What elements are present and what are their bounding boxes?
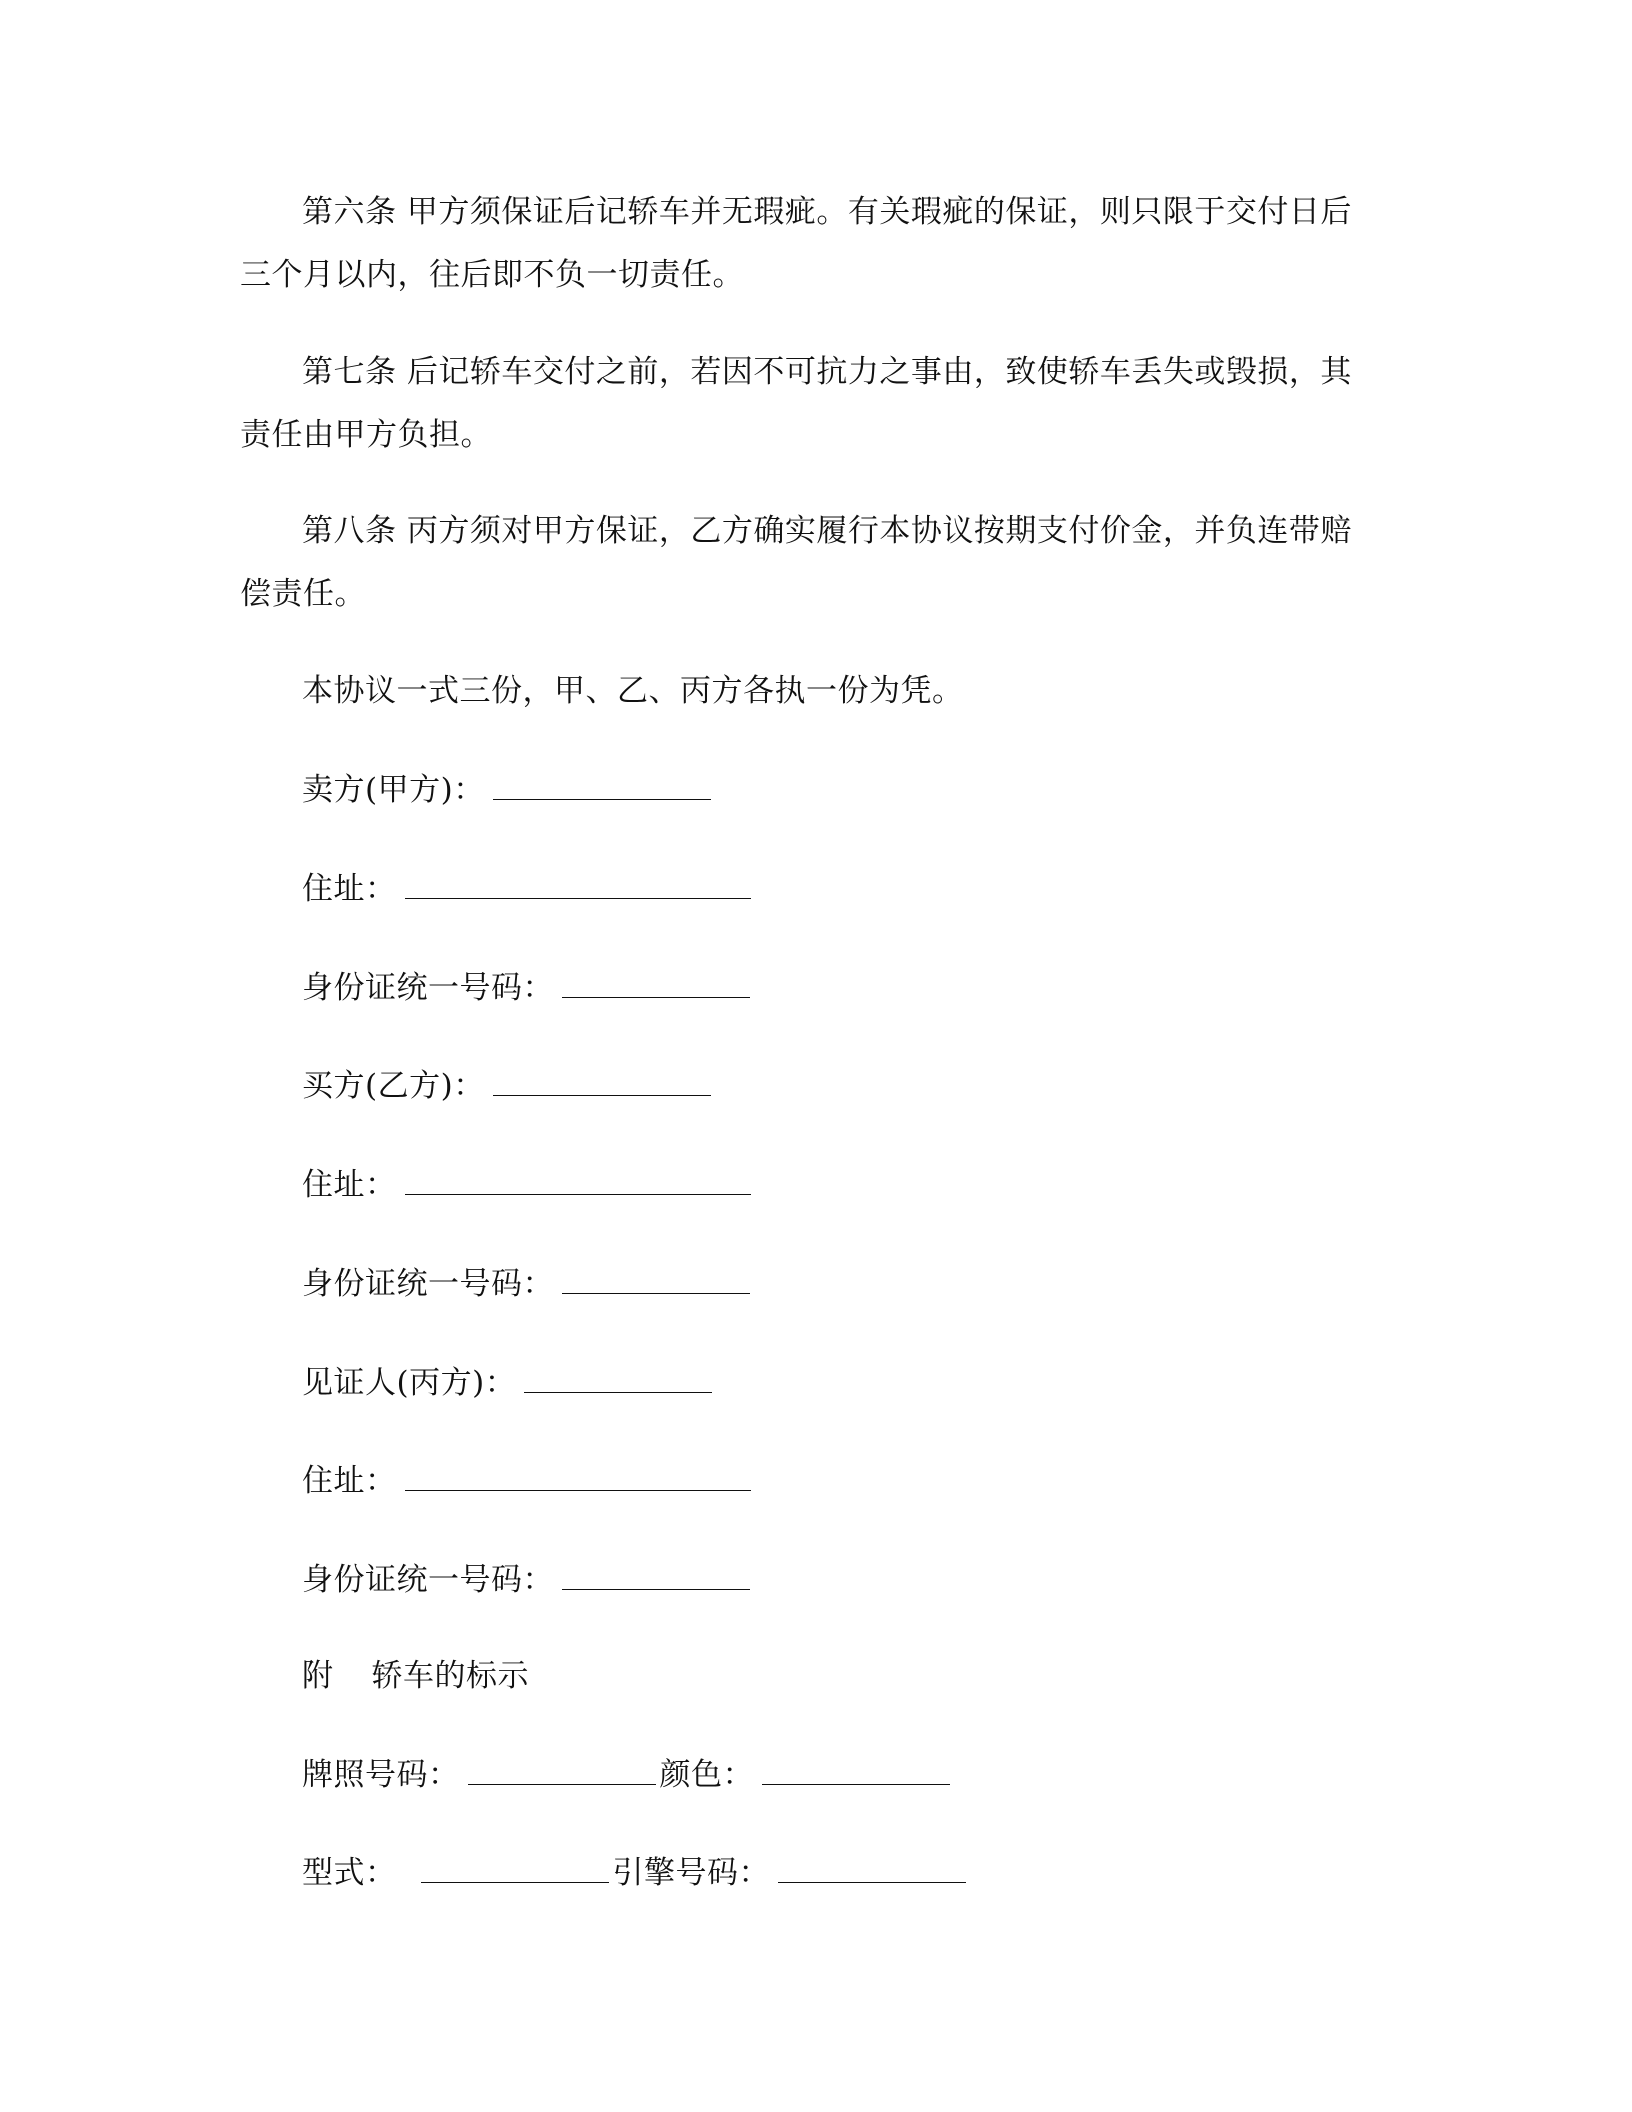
buyer-name-label: 买方(乙方)： [302,1068,485,1104]
color-label: 颜色： [659,1757,754,1793]
seller-address-row [302,869,751,909]
seller-name-blank[interactable] [493,773,711,800]
article-6-line-2: 三个月以内，往后即不负一切责任。 [240,257,744,293]
witness-name-label: 见证人(丙方)： [302,1365,517,1401]
plate-blank[interactable] [468,1758,656,1785]
color-blank[interactable] [762,1758,950,1785]
engine-blank[interactable] [778,1856,966,1883]
article-7-line-2: 责任由甲方负担。 [240,417,492,453]
engine-label: 引擎号码： [612,1855,770,1891]
witness-address-blank[interactable] [405,1464,751,1491]
seller-address-label: 住址： [302,871,397,907]
witness-name-blank[interactable] [524,1366,712,1393]
buyer-name-blank[interactable] [493,1069,711,1096]
appendix-prefix: 附 [302,1658,334,1694]
witness-address-row [302,1461,751,1501]
seller-id-row [302,968,750,1008]
seller-id-label: 身份证统一号码： [302,970,554,1006]
model-label: 型式： [302,1855,397,1891]
article-6-line-1: 第六条 甲方须保证后记轿车并无瑕疵。有关瑕疵的保证，则只限于交付日后 [302,194,1352,230]
buyer-id-blank[interactable] [562,1267,750,1294]
seller-name-label: 卖方(甲方)： [302,772,485,808]
plate-color-row [302,1755,950,1795]
seller-id-blank[interactable] [562,971,750,998]
model-blank[interactable] [421,1856,609,1883]
buyer-id-label: 身份证统一号码： [302,1266,554,1302]
buyer-address-row [302,1165,751,1205]
appendix-heading [302,1656,529,1696]
buyer-name-row [302,1066,711,1106]
article-8-line-1: 第八条 丙方须对甲方保证，乙方确实履行本协议按期支付价金，并负连带赔 [302,513,1352,549]
copies-statement: 本协议一式三份，甲、乙、丙方各执一份为凭。 [302,673,964,709]
article-8-line-2: 偿责任。 [240,576,366,612]
buyer-address-label: 住址： [302,1167,397,1203]
seller-name-row [302,770,711,810]
plate-label: 牌照号码： [302,1757,460,1793]
witness-id-label: 身份证统一号码： [302,1562,554,1598]
buyer-address-blank[interactable] [405,1168,751,1195]
witness-name-row [302,1363,712,1403]
buyer-id-row [302,1264,750,1304]
seller-address-blank[interactable] [405,872,751,899]
appendix-title: 轿车的标示 [371,1658,529,1694]
model-engine-row [302,1853,966,1893]
witness-id-blank[interactable] [562,1563,750,1590]
witness-address-label: 住址： [302,1463,397,1499]
witness-id-row [302,1560,750,1600]
article-7-line-1: 第七条 后记轿车交付之前，若因不可抗力之事由，致使轿车丢失或毁损，其 [302,354,1352,390]
